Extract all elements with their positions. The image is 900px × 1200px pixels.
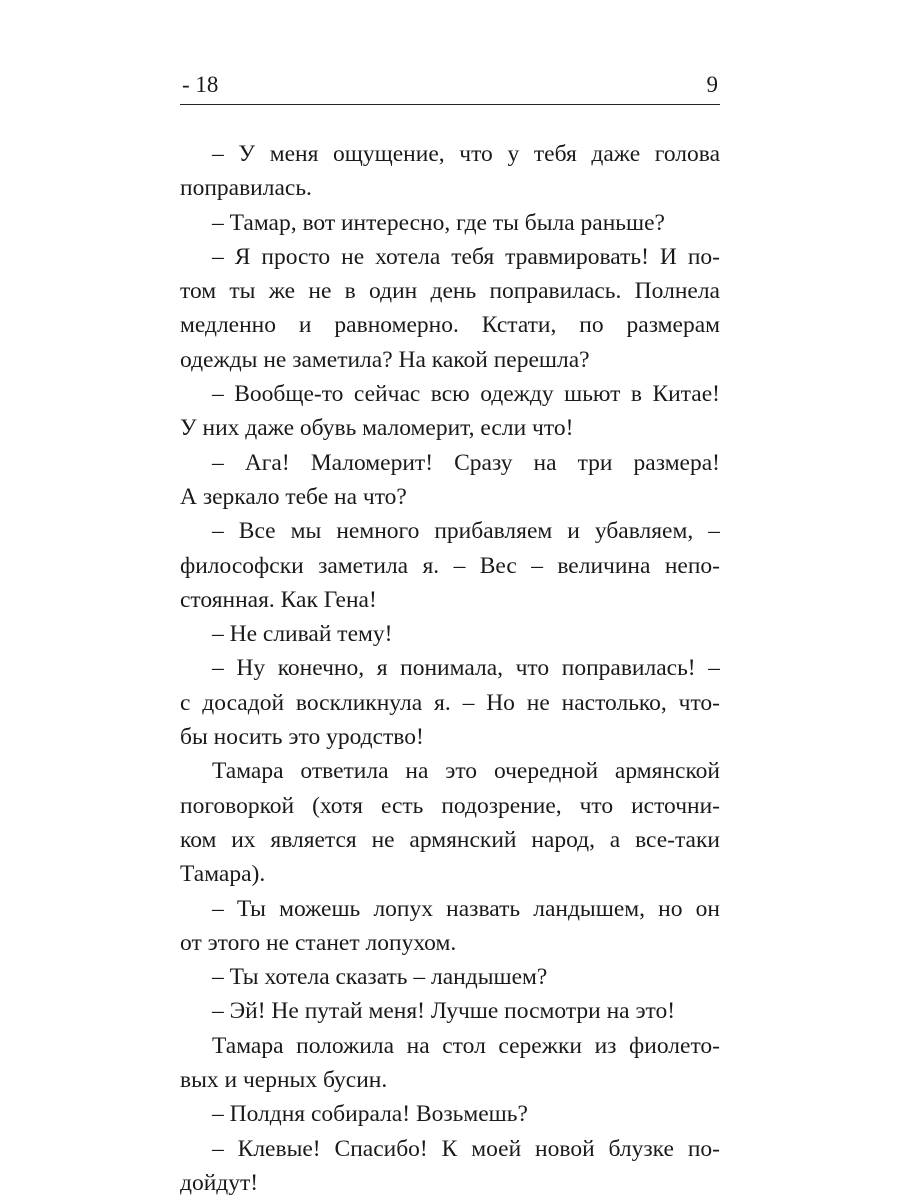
text-line: – Тамар, вот интересно, где ты была раньше? xyxy=(212,209,665,236)
text-line: – Все мы немного прибавляем и убавляем, – xyxy=(212,518,720,545)
text-line: – Эй! Не путай меня! Лучше посмотри на это! xyxy=(212,998,676,1025)
text-line: – Ну конечно, я понимала, что поправилась! – xyxy=(212,655,720,682)
text-line: – Ты можешь лопух назвать ландышем, но он xyxy=(212,895,720,922)
text-line: – Ты хотела сказать – ландышем? xyxy=(212,964,548,991)
text-line: стоянная. Как Гена! xyxy=(180,586,377,613)
text-line: бы носить это уродство! xyxy=(180,724,424,751)
text-line: вых и черных бусин. xyxy=(180,1067,388,1094)
text-line: – Клевые! Спасибо! К моей новой блузке по- xyxy=(212,1135,720,1162)
text-line: – Вообще-то сейчас всю одежду шьют в Китае! xyxy=(212,381,720,408)
text-line: философски заметила я. – Вес – величина непо- xyxy=(180,552,720,579)
text-line: дойдут! xyxy=(180,1169,259,1196)
text-line: медленно и равномерно. Кстати, по размерам xyxy=(180,312,720,339)
text-line: – Я просто не хотела тебя травмировать! И по- xyxy=(212,243,720,270)
header-left-marker: - 18 xyxy=(182,72,219,97)
text-line: У них даже обувь маломерит, если что! xyxy=(180,415,574,442)
text-line: А зеркало тебе на что? xyxy=(180,483,407,510)
body-text xyxy=(180,137,720,1200)
text-line: Тамара ответила на это очередной армянской xyxy=(212,758,720,785)
text-line: Тамара). xyxy=(180,861,266,888)
text-line: – Ага! Маломерит! Сразу на три размера! xyxy=(212,449,720,476)
text-line: – У меня ощущение, что у тебя даже голова xyxy=(212,141,720,167)
text-line: Тамара положила на стол сережки из фиолето- xyxy=(212,1032,720,1059)
text-line: поговоркой (хотя есть подозрение, что источни- xyxy=(180,792,720,819)
page-number: 9 xyxy=(706,72,718,97)
text-line: – Не сливай тему! xyxy=(212,621,393,648)
running-header xyxy=(180,68,720,105)
text-line: том ты же не в один день поправилась. Полнела xyxy=(180,278,720,305)
text-line: ком их является не армянский народ, а все-таки xyxy=(180,826,720,853)
text-line: – Полдня собирала! Возьмешь? xyxy=(212,1101,528,1128)
text-line: с досадой воскликнула я. – Но не настолько, что- xyxy=(180,689,720,716)
text-line: одежды не заметила? На какой перешла? xyxy=(180,346,590,373)
text-line: от этого не станет лопухом. xyxy=(180,929,457,956)
text-line: поправилась. xyxy=(180,175,312,202)
